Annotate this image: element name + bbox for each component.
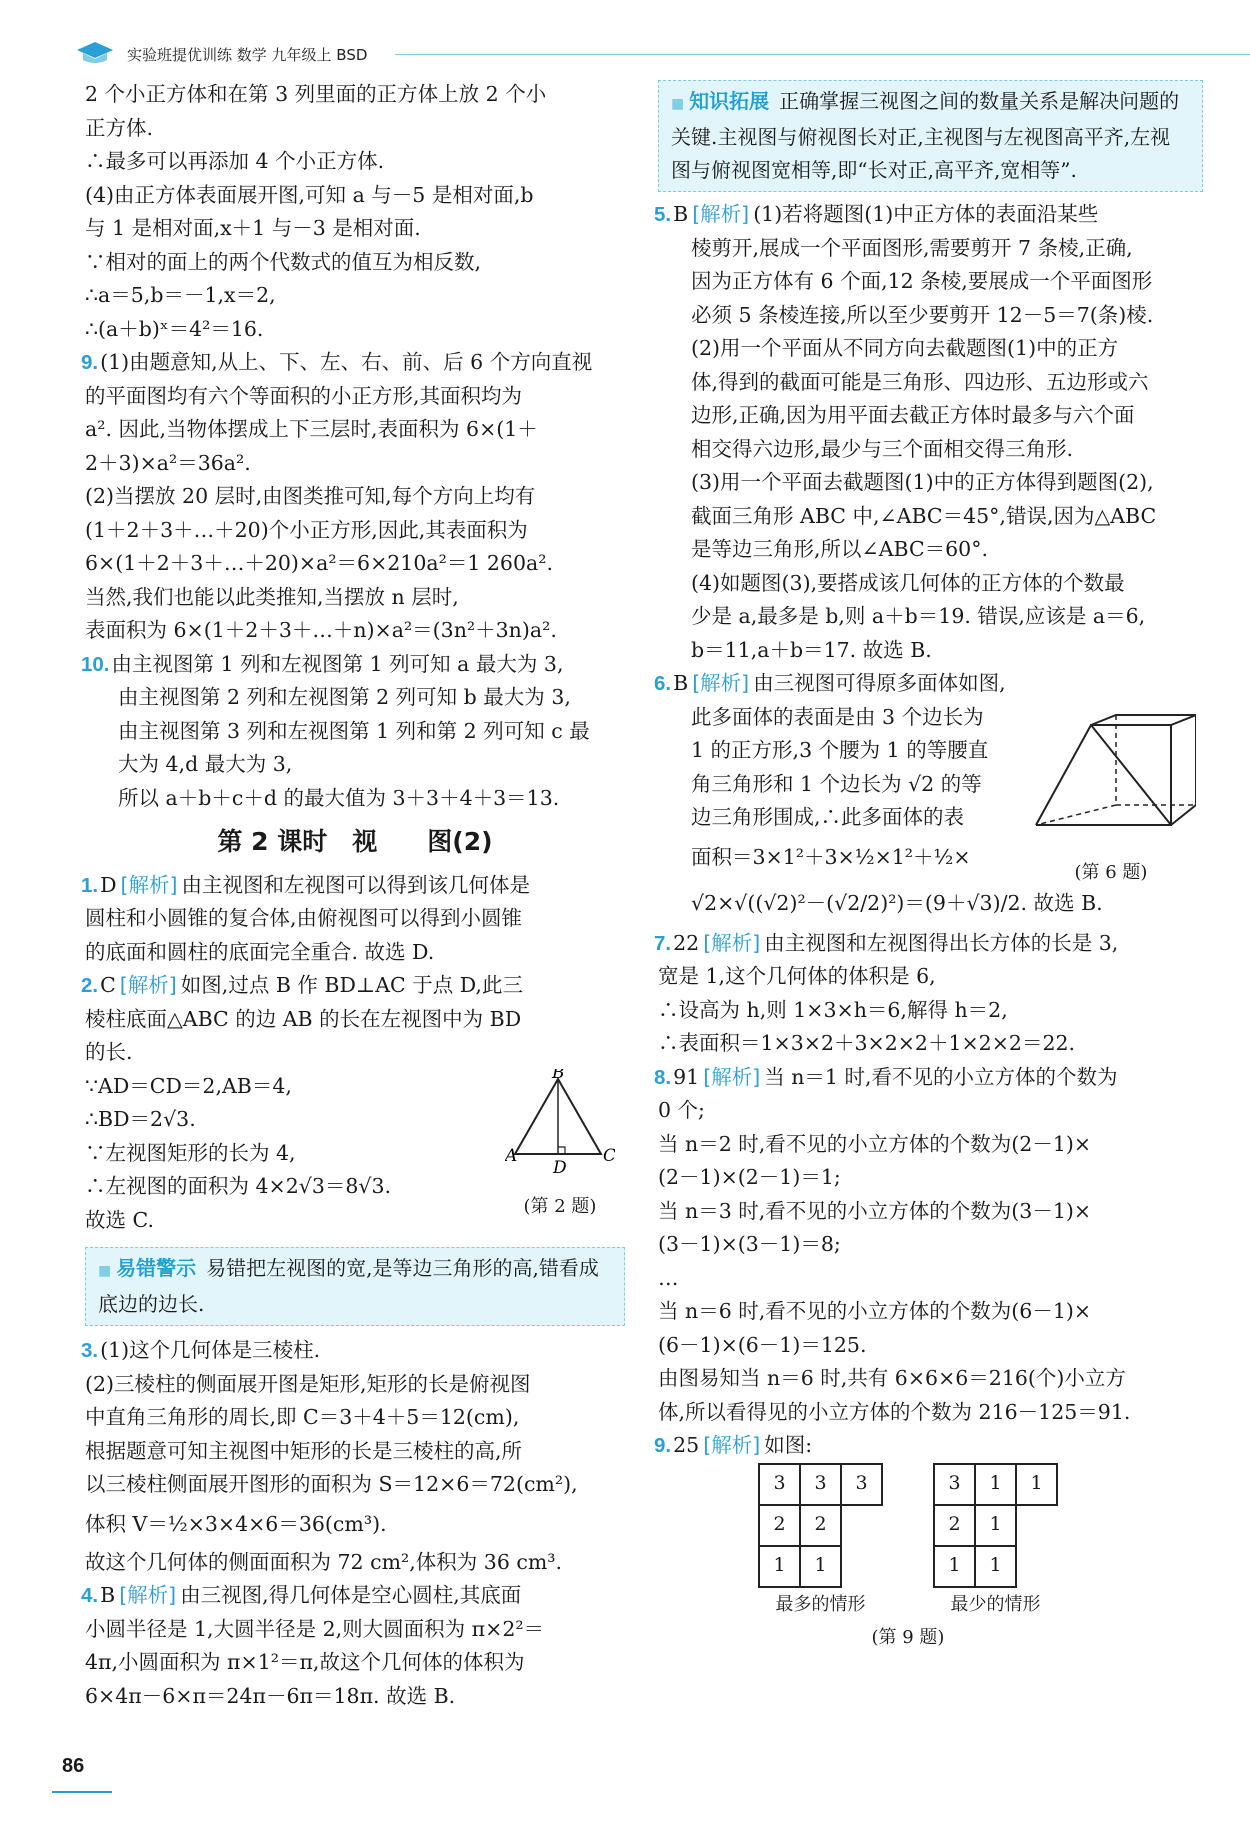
text-line: (2)用一个平面从不同方向去截题图(1)中的正方: [691, 336, 1119, 360]
analysis-tag: [解析]: [119, 973, 177, 997]
grid-cell: 3: [800, 1464, 841, 1505]
text-line: 由主视图和左视图可以得到该几何体是: [181, 872, 531, 897]
figure-q9: [758, 1463, 1058, 1655]
right-column: [654, 80, 1203, 1655]
grid-cell: 3: [841, 1464, 882, 1505]
grid-cell: 3: [759, 1464, 800, 1505]
text-line: 6×4π－6×π＝24π－6π＝18π. 故选 B.: [85, 1683, 456, 1708]
text-line: b＝11,a＋b＝17. 故选 B.: [691, 637, 932, 662]
text-line: 的平面图均有六个等面积的小正方形,其面积均为: [85, 383, 523, 408]
text-line: 因为正方体有 6 个面,12 条棱,要展成一个平面图形: [691, 269, 1153, 293]
text-line: ∴设高为 h,则 1×3×h＝6,解得 h＝2,: [658, 997, 1008, 1022]
text-line: 当 n＝3 时,看不见的小立方体的个数为(3－1)×: [658, 1198, 1092, 1223]
grid-min: [933, 1463, 1058, 1588]
grid-max: [758, 1463, 883, 1588]
header-title: 实验班提优训练 数学 九年级上 BSD: [127, 46, 368, 64]
question-number: 3.: [81, 1339, 99, 1362]
answer: C: [100, 973, 116, 997]
question-8: [654, 1061, 1203, 1430]
question-number: 8.: [654, 1065, 672, 1089]
knowledge-text: 正确掌握三视图之间的数量关系是解决问题的关键.主视图与俯视图长对正,主视图与左视图高平齐,左视图与俯视图宽相等,即“长对正,高平齐,宽相等”.: [671, 89, 1180, 182]
text-line: (1)这个几何体是三棱柱.: [100, 1338, 321, 1362]
text-line: 此多面体的表面是由 3 个边长为: [691, 704, 984, 729]
text-line: 根据题意可知主视图中矩形的长是三棱柱的高,所: [85, 1438, 523, 1463]
text-line: 角三角形和 1 个边长为 √2 的等: [691, 771, 982, 796]
analysis-tag: [解析]: [119, 1583, 177, 1607]
grid-cell: 2: [934, 1505, 975, 1546]
question-number: 9.: [81, 351, 99, 374]
knowledge-box: [658, 80, 1203, 192]
answer: B: [673, 202, 689, 226]
question-number: 7.: [654, 931, 672, 955]
caption-min: 最少的情形: [950, 1593, 1041, 1615]
header-rule: [395, 54, 1250, 55]
text-line: √2×√((√2)²－(√2/2)²)＝(9＋√3)/2. 故选 B.: [691, 890, 1103, 915]
text-line: 由主视图第 2 列和左视图第 2 列可知 b 最大为 3,: [118, 685, 571, 709]
q8-continued: [85, 78, 625, 346]
label-c: C: [603, 1146, 615, 1166]
text-line: 与 1 是相对面,x＋1 与－3 是相对面.: [85, 216, 421, 240]
text-line: a². 因此,当物体摆成上下三层时,表面积为 6×(1＋: [85, 417, 538, 441]
grid-cell: 1: [975, 1505, 1016, 1546]
answer: 91: [673, 1064, 700, 1089]
warning-label: ■ 易错警示: [98, 1256, 196, 1280]
text-line: 的底面和圆柱的底面完全重合. 故选 D.: [85, 939, 435, 964]
question-10: [81, 648, 625, 816]
figure-caption: (第 9 题): [871, 1627, 945, 1648]
text-line: 的长.: [85, 1040, 133, 1064]
text-line: (1)若将题图(1)中正方体的表面沿某些: [753, 202, 1099, 226]
analysis-tag: [解析]: [703, 930, 761, 955]
analysis-tag: [解析]: [120, 872, 178, 897]
caption-max: 最多的情形: [775, 1593, 866, 1615]
polyhedron-figure: [1026, 705, 1196, 845]
page-number: 86: [62, 1755, 85, 1777]
text-line: 棱柱底面△ABC 的边 AB 的长在左视图中为 BD: [85, 1006, 522, 1031]
text-line: (3)用一个平面去截题图(1)中的正方体得到题图(2),: [691, 470, 1154, 494]
text-line: 0 个;: [658, 1098, 705, 1122]
text-line: 宽是 1,这个几何体的体积是 6,: [658, 964, 936, 988]
question-9: [654, 1429, 1203, 1655]
question-number: 6.: [654, 672, 672, 695]
analysis-tag: [解析]: [703, 1064, 761, 1089]
answer: B: [100, 1583, 116, 1607]
text-line: 截面三角形 ABC 中,∠ABC＝45°,错误,因为△ABC: [691, 503, 1157, 528]
question-4: [81, 1579, 625, 1713]
grid-cell: 1: [975, 1464, 1016, 1505]
question-number: 2.: [81, 974, 99, 997]
question-9: [81, 346, 625, 648]
question-3: [81, 1334, 625, 1579]
label-b: B: [552, 1069, 565, 1083]
text-line: 中直角三角形的周长,即 C＝3＋4＋5＝12(cm),: [85, 1405, 520, 1429]
figure-q2: [505, 1069, 615, 1217]
text-line: 所以 a＋b＋c＋d 的最大值为 3＋3＋4＋3＝13.: [118, 785, 560, 810]
left-column: [81, 78, 625, 1713]
text-line: (4)如题图(3),要搭成该几何体的正方体的个数最: [691, 570, 1125, 595]
text-line: 如图,过点 B 作 BD⊥AC 于点 D,此三: [180, 973, 523, 997]
text-line: ∵AD＝CD＝2,AB＝4,: [85, 1073, 292, 1098]
book-logo-icon: [75, 40, 115, 66]
question-number: 5.: [654, 203, 672, 226]
text-line: 少是 a,最多是 b,则 a＋b＝19. 错误,应该是 a＝6,: [691, 604, 1146, 628]
text-line: (3－1)×(3－1)＝8;: [658, 1232, 841, 1256]
text-line: 故这个几何体的侧面面积为 72 cm²,体积为 36 cm³.: [85, 1549, 563, 1574]
text-line: ∴a＝5,b＝－1,x＝2,: [85, 283, 276, 307]
text-line: 当 n＝6 时,看不见的小立方体的个数为(6－1)×: [658, 1299, 1092, 1323]
text-line: 体,所以看得见的小立方体的个数为 216－125＝91.: [658, 1399, 1131, 1424]
text-line: 6×(1＋2＋3＋…＋20)×a²＝6×210a²＝1 260a².: [85, 551, 553, 575]
text-line: 边三角形围成,∴此多面体的表: [691, 805, 965, 829]
grid-cell: 2: [800, 1505, 841, 1546]
text-line: 当然,我们也能以此类推知,当摆放 n 层时,: [85, 584, 459, 609]
page-number-decoration: [52, 1783, 112, 1793]
text-line: 当 n＝2 时,看不见的小立方体的个数为(2－1)×: [658, 1131, 1092, 1156]
text-line: 棱剪开,展成一个平面图形,需要剪开 7 条棱,正确,: [691, 235, 1133, 260]
text-line: ∵相对的面上的两个代数式的值互为相反数,: [85, 249, 482, 274]
grid-cell: 1: [934, 1546, 975, 1587]
text-line: 如图:: [764, 1433, 813, 1457]
knowledge-label: ■ 知识拓展: [671, 89, 769, 113]
text-line: 体积 V＝½×3×4×6＝36(cm³).: [85, 1511, 387, 1536]
text-line: 2＋3)×a²＝36a².: [85, 450, 251, 475]
grid-cell: 2: [759, 1505, 800, 1546]
lesson-title: 第 2 课时 视 图(2): [217, 827, 493, 856]
text-line: 当 n＝1 时,看不见的小立方体的个数为: [764, 1064, 1118, 1089]
analysis-tag: [解析]: [692, 202, 750, 226]
text-line: 表面积为 6×(1＋2＋3＋…＋n)×a²＝(3n²＋3n)a².: [85, 618, 557, 642]
text-line: 以三棱柱侧面展开图形的面积为 S＝12×6＝72(cm²),: [85, 1472, 578, 1496]
text-line: ∴最多可以再添加 4 个小正方体.: [85, 149, 385, 173]
text-line: (4)由正方体表面展开图,可知 a 与－5 是相对面,b: [85, 182, 534, 207]
text-line: 由主视图和左视图得出长方体的长是 3,: [764, 930, 1119, 955]
text-line: 是等边三角形,所以∠ABC＝60°.: [691, 537, 988, 561]
answer: 25: [673, 1433, 700, 1457]
warning-text: 易错把左视图的宽,是等边三角形的高,错看成底边的边长.: [98, 1256, 599, 1316]
text-line: 故选 C.: [85, 1207, 154, 1232]
question-2: [81, 969, 625, 1237]
text-line: 2 个小正方体和在第 3 列里面的正方体上放 2 个小: [85, 82, 547, 106]
question-1: [81, 869, 625, 970]
text-line: 圆柱和小圆锥的复合体,由俯视图可以得到小圆锥: [85, 906, 523, 930]
grid-cell: 1: [1016, 1464, 1057, 1505]
text-line: (6－1)×(6－1)＝125.: [658, 1332, 867, 1357]
analysis-tag: [解析]: [703, 1433, 761, 1457]
question-6: [654, 667, 1203, 927]
answer: B: [673, 671, 689, 695]
text-line: 由主视图第 3 列和左视图第 1 列和第 2 列可知 c 最: [118, 718, 590, 743]
text-line: ∵左视图矩形的长为 4,: [85, 1140, 296, 1165]
triangle-figure: [505, 1069, 615, 1179]
grid-cell: 3: [934, 1464, 975, 1505]
text-line: (2－1)×(2－1)＝1;: [658, 1165, 841, 1189]
text-line: 正方体.: [85, 115, 154, 140]
text-line: (1＋2＋3＋…＋20)个小正方形,因此,其表面积为: [85, 517, 528, 542]
text-line: 必须 5 条棱连接,所以至少要剪开 12－5＝7(条)棱.: [691, 302, 1154, 327]
warning-box: [85, 1247, 625, 1326]
text-line: 4π,小圆面积为 π×1²＝π,故这个几何体的体积为: [85, 1650, 525, 1674]
answer: D: [100, 872, 117, 897]
question-number: 10.: [81, 652, 110, 676]
figure-q6: [1026, 705, 1196, 883]
text-line: (1)由题意知,从上、下、左、右、前、后 6 个方向直视: [100, 350, 593, 374]
label-a: A: [505, 1146, 518, 1166]
text-line: ∴左视图的面积为 4×2√3＝8√3.: [85, 1174, 392, 1198]
analysis-tag: [解析]: [692, 671, 750, 695]
text-line: (2)三棱柱的侧面展开图是矩形,矩形的长是俯视图: [85, 1371, 531, 1396]
grid-cell: 1: [800, 1546, 841, 1587]
text-line: 由图易知当 n＝6 时,共有 6×6×6＝216(个)小立方: [658, 1366, 1126, 1390]
text-line: 由三视图,得几何体是空心圆柱,其底面: [180, 1583, 522, 1607]
text-line: (2)当摆放 20 层时,由图类推可知,每个方向上均有: [85, 484, 536, 508]
grid-max-wrap: [758, 1463, 883, 1622]
grid-min-wrap: [933, 1463, 1058, 1622]
text-line: ∴BD＝2√3.: [85, 1107, 196, 1131]
figure-caption: (第 6 题): [1074, 861, 1148, 883]
text-line: 相交得六边形,最少与三个面相交得三角形.: [691, 436, 1074, 461]
text-line: …: [658, 1265, 679, 1290]
text-line: 由三视图可得原多面体如图,: [753, 671, 1006, 695]
grid-cell: 1: [975, 1546, 1016, 1587]
question-number: 4.: [81, 1584, 99, 1607]
text-line: 大为 4,d 最大为 3,: [118, 752, 293, 776]
text-line: 小圆半径是 1,大圆半径是 2,则大圆面积为 π×2²＝: [85, 1616, 545, 1641]
text-line: 体,得到的截面可能是三角形、四边形、五边形或六: [691, 369, 1149, 394]
page-header: [75, 38, 1195, 68]
text-line: 由主视图第 1 列和左视图第 1 列可知 a 最大为 3,: [111, 651, 564, 676]
text-line: ∴表面积＝1×3×2＋3×2×2＋1×2×2＝22.: [658, 1031, 1076, 1055]
text-line: ∴(a＋b)ˣ＝4²＝16.: [85, 316, 264, 341]
text-line: 面积＝3×1²＋3×½×1²＋½×: [691, 844, 971, 869]
label-d: D: [553, 1158, 567, 1178]
figure-caption: (第 2 题): [523, 1195, 597, 1217]
question-number: 1.: [81, 873, 99, 897]
answer: 22: [673, 930, 700, 955]
question-5: [654, 198, 1203, 667]
question-number: 9.: [654, 1434, 672, 1457]
text-line: 边形,正确,因为用平面去截正方体时最多与六个面: [691, 403, 1135, 427]
question-7: [654, 927, 1203, 1061]
grid-cell: 1: [759, 1546, 800, 1587]
text-line: 1 的正方形,3 个腰为 1 的等腰直: [691, 738, 989, 762]
